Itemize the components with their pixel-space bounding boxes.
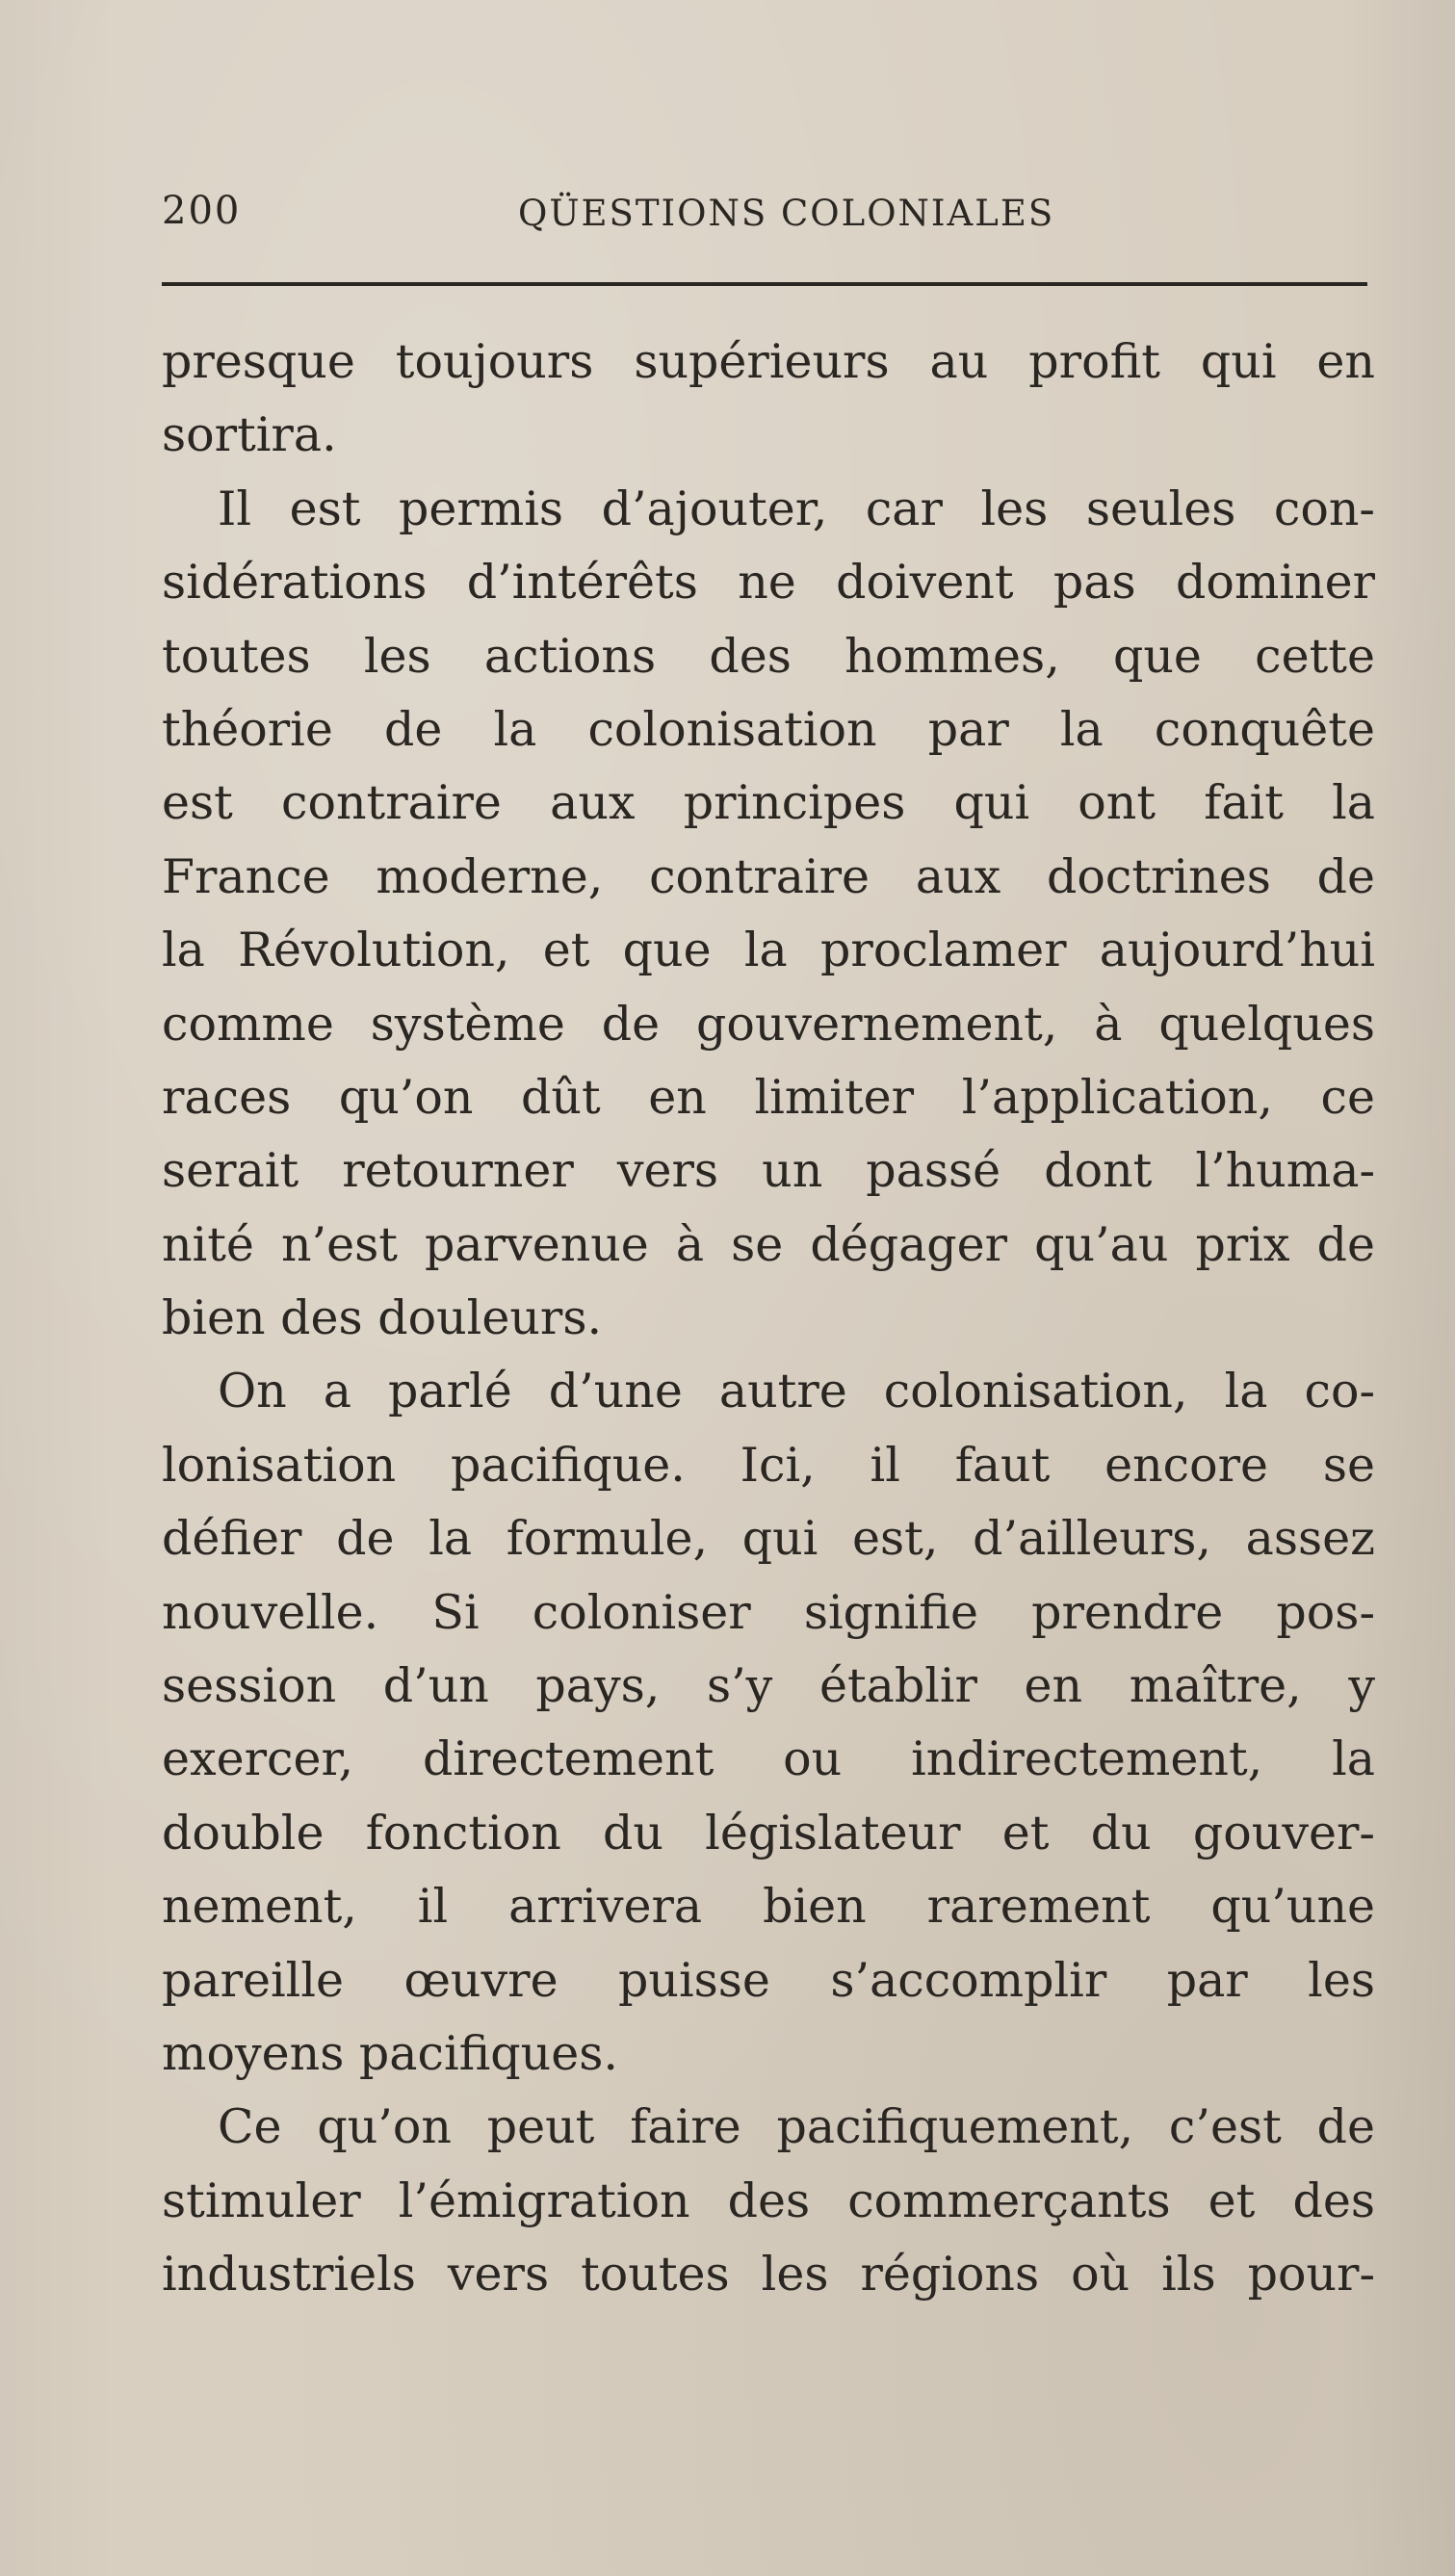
text-line: défier de la formule, qui est, d’ailleurs, assez bbox=[162, 1511, 1375, 1567]
text-line: est contraire aux principes qui ont fait la bbox=[162, 775, 1375, 831]
body-text bbox=[162, 325, 1375, 2312]
paragraph-start-line: Ce qu’on peut faire pacifiquement, c’est de bbox=[218, 2099, 1375, 2155]
text-line: la Révolution, et que la proclamer aujourd’hui bbox=[162, 923, 1375, 978]
text-line: théorie de la colonisation par la conquête bbox=[162, 701, 1375, 757]
text-line: stimuler l’émigration des commerçants et des bbox=[162, 2173, 1375, 2228]
text-line: industriels vers toutes les régions où ils pour- bbox=[162, 2247, 1375, 2303]
text-line: nouvelle. Si coloniser signifie prendre pos- bbox=[162, 1584, 1375, 1640]
header-rule bbox=[162, 282, 1367, 286]
paragraph-start-line: On a parlé d’une autre colonisation, la co- bbox=[218, 1364, 1375, 1419]
text-line: double fonction du législateur et du gouver- bbox=[162, 1805, 1375, 1860]
running-title: QÜESTIONS COLONIALES bbox=[518, 193, 1055, 234]
text-line: moyens pacifiques. bbox=[162, 2025, 618, 2081]
page-number: 200 bbox=[162, 189, 242, 233]
text-line: presque toujours supérieurs au profit qui en bbox=[162, 334, 1375, 389]
text-line: pareille œuvre puisse s’accomplir par les bbox=[162, 1952, 1375, 2008]
text-line: sortira. bbox=[162, 407, 337, 463]
text-line: exercer, directement ou indirectement, la bbox=[162, 1731, 1375, 1787]
paragraph-start-line: Il est permis d’ajouter, car les seules con- bbox=[218, 481, 1375, 536]
text-line: France moderne, contraire aux doctrines de bbox=[162, 848, 1375, 904]
text-line: toutes les actions des hommes, que cette bbox=[162, 628, 1375, 684]
text-line: serait retourner vers un passé dont l’huma- bbox=[162, 1143, 1375, 1199]
text-line: session d’un pays, s’y établir en maître, y bbox=[162, 1658, 1375, 1714]
page-header bbox=[162, 189, 1367, 243]
text-line: bien des douleurs. bbox=[162, 1290, 603, 1346]
text-line: lonisation pacifique. Ici, il faut encore se bbox=[162, 1437, 1375, 1493]
text-line: comme système de gouvernement, à quelques bbox=[162, 996, 1375, 1052]
text-line: nité n’est parvenue à se dégager qu’au prix de bbox=[162, 1216, 1375, 1272]
text-line: sidérations d’intérêts ne doivent pas dominer bbox=[162, 555, 1375, 611]
text-line: nement, il arrivera bien rarement qu’une bbox=[162, 1879, 1375, 1935]
text-line: races qu’on dût en limiter l’application, ce bbox=[162, 1069, 1375, 1125]
